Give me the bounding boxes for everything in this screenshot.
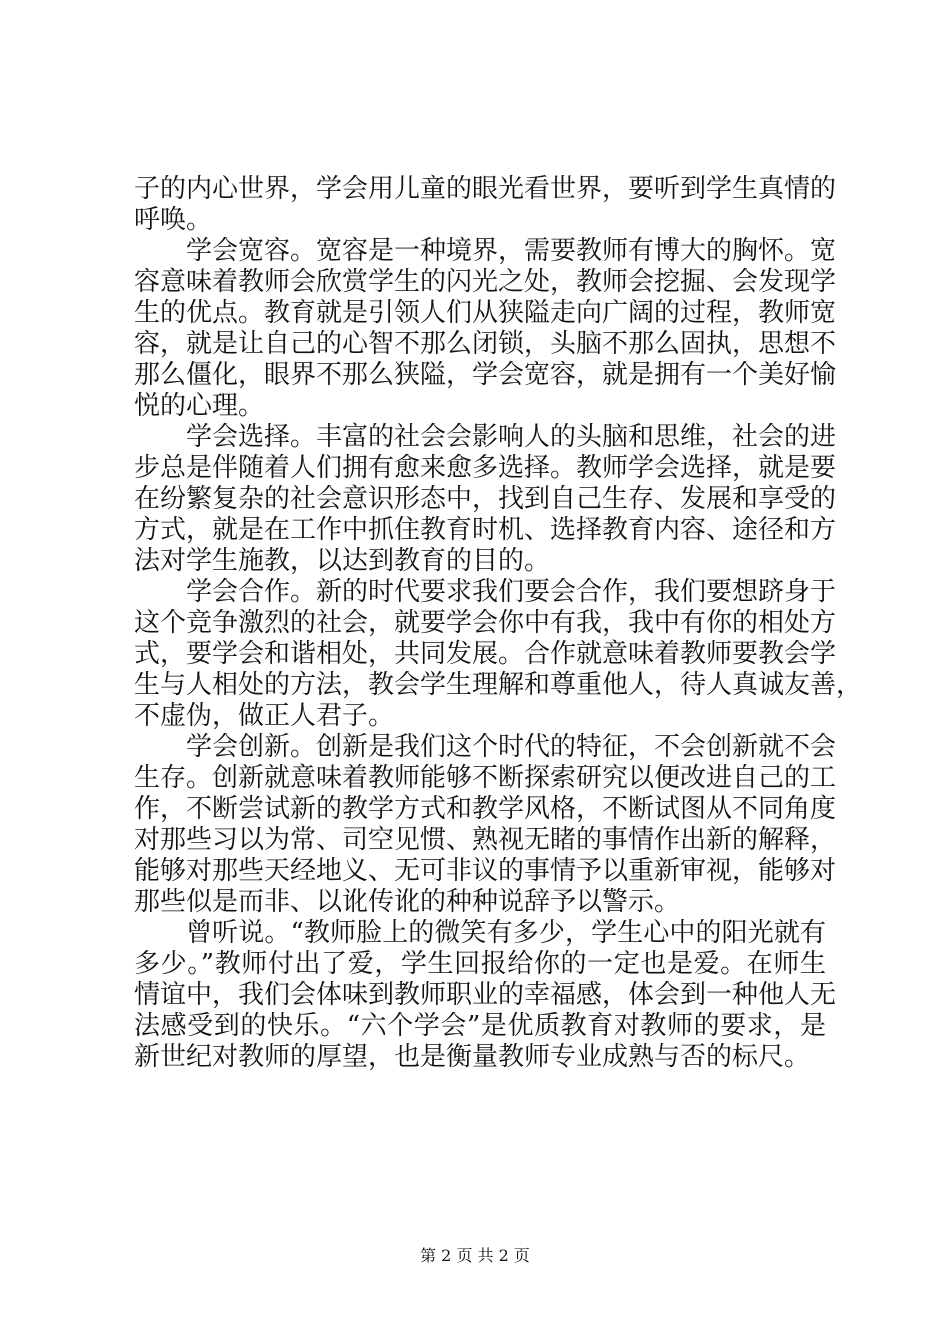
text-line: 那些似是而非、以讹传讹的种种说辞予以警示。 [134, 887, 681, 917]
text-line: 学会选择。丰富的社会会影响人的头脑和思维，社会的进 [186, 422, 837, 452]
text-line: 能够对那些天经地义、无可非议的事情予以重新审视，能够对 [134, 856, 837, 886]
text-line: 悦的心理。 [134, 391, 265, 421]
text-line: 生存。创新就意味着教师能够不断探索研究以便改进自己的工 [134, 763, 837, 793]
text-line: 容意味着教师会欣赏学生的闪光之处，教师会挖掘、会发现学 [134, 267, 837, 297]
text-line: 学会创新。创新是我们这个时代的特征，不会创新就不会 [186, 732, 837, 762]
text-line: 不虚伪，做正人君子。 [134, 701, 395, 731]
text-line: 在纷繁复杂的社会意识形态中，找到自己生存、发展和享受的 [134, 484, 837, 514]
text-line: 多少。”教师付出了爱，学生回报给你的一定也是爱。在师生 [134, 949, 826, 979]
text-line: 作，不断尝试新的教学方式和教学风格，不断试图从不同角度 [134, 794, 837, 824]
text-line: 情谊中，我们会体味到教师职业的幸福感，体会到一种他人无 [134, 980, 837, 1010]
text-line: 学会宽容。宽容是一种境界，需要教师有博大的胸怀。宽 [186, 236, 837, 266]
text-line: 生与人相处的方法，教会学生理解和尊重他人，待人真诚友善， [134, 670, 863, 700]
text-line: 新世纪对教师的厚望，也是衡量教师专业成熟与否的标尺。 [134, 1042, 811, 1072]
text-line: 方式，就是在工作中抓住教育时机、选择教育内容、途径和方 [134, 515, 837, 545]
text-line: 这个竞争激烈的社会，就要学会你中有我，我中有你的相处方 [134, 608, 837, 638]
text-line: 学会合作。新的时代要求我们要会合作，我们要想跻身于 [186, 577, 837, 607]
text-line: 那么僵化，眼界不那么狭隘，学会宽容，就是拥有一个美好愉 [134, 360, 837, 390]
text-line: 法感受到的快乐。“六个学会”是优质教育对教师的要求，是 [134, 1011, 826, 1041]
text-line: 式，要学会和谐相处，共同发展。合作就意味着教师要教会学 [134, 639, 837, 669]
text-line: 容，就是让自己的心智不那么闭锁，头脑不那么固执，思想不 [134, 329, 837, 359]
text-line: 法对学生施教，以达到教育的目的。 [134, 546, 551, 576]
body-text [134, 174, 863, 1073]
text-line: 呼唤。 [134, 205, 213, 235]
text-line: 子的内心世界，学会用儿童的眼光看世界，要听到学生真情的 [134, 174, 837, 204]
text-line: 曾听说。“教师脸上的微笑有多少，学生心中的阳光就有 [186, 918, 826, 948]
text-line: 生的优点。教育就是引领人们从狭隘走向广阔的过程，教师宽 [134, 298, 837, 328]
page-footer: 第 2 页 共 2 页 [420, 1246, 530, 1265]
text-line: 对那些习以为常、司空见惯、熟视无睹的事情作出新的解释， [134, 825, 837, 855]
text-line: 步总是伴随着人们拥有愈来愈多选择。教师学会选择，就是要 [134, 453, 837, 483]
